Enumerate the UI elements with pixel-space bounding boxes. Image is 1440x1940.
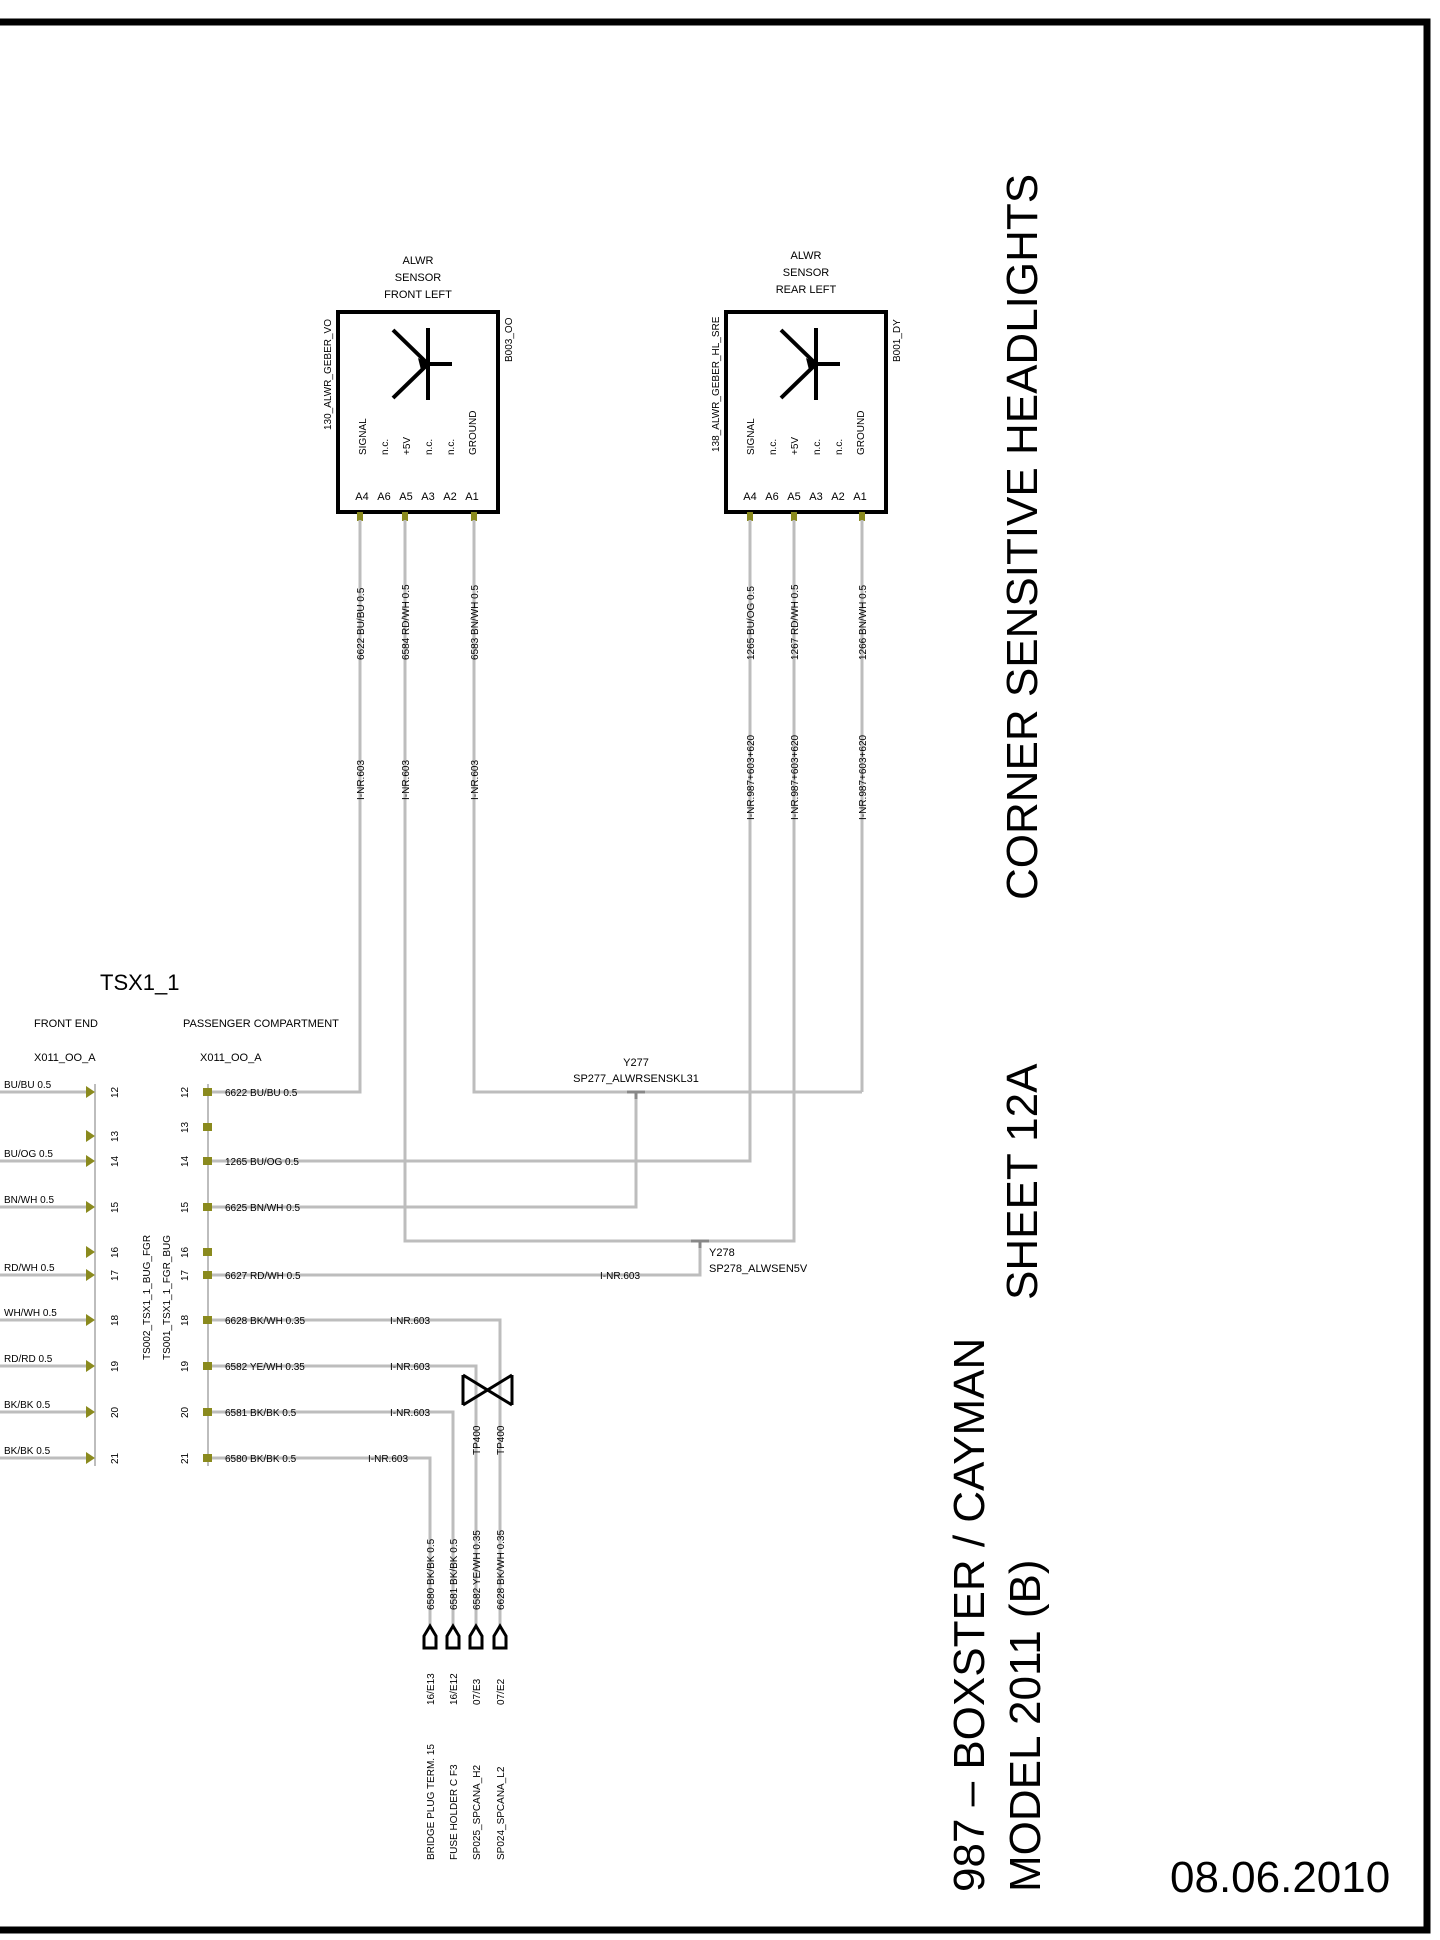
sheet-date: 08.06.2010 [1170, 1853, 1391, 1902]
wire-label: 6584 RD/WH 0.5 [401, 584, 412, 660]
wire-nr: I-NR.603 [390, 1316, 431, 1327]
front-wire-label: RD/WH 0.5 [4, 1263, 55, 1274]
bottom-wire-label: 6628 BK/WH 0.35 [496, 1529, 507, 1610]
wire-label: 6583 BN/WH 0.5 [470, 584, 481, 660]
pin-id: A4 [355, 491, 369, 503]
pin-number: 17 [110, 1269, 121, 1281]
pass-wire-label: 6622 BU/BU 0.5 [225, 1088, 298, 1099]
front-wire-label: WH/WH 0.5 [4, 1308, 57, 1319]
wire-label: 1266 BN/WH 0.5 [858, 584, 869, 660]
front-wire-label: RD/RD 0.5 [4, 1354, 53, 1365]
pin-number: 16 [110, 1246, 121, 1258]
bottom-wire-label: 6581 BK/BK 0.5 [449, 1538, 460, 1610]
dest-ref: 16/E12 [449, 1673, 460, 1705]
pin-number: 14 [180, 1155, 191, 1167]
sensor-title-line: FRONT LEFT [384, 289, 452, 301]
tp-label: TP400 [472, 1425, 483, 1455]
wire-1265 [212, 520, 750, 1161]
ts-right: TS001_TSX1_1_FGR_BUG [162, 1234, 173, 1360]
wire-nr: I-NR.603 [356, 759, 367, 800]
wire-6584 [405, 520, 700, 1241]
dest-ref: 07/E3 [472, 1678, 483, 1705]
sheet-headline: CORNER SENSITIVE HEADLIGHTS [998, 173, 1047, 900]
sheet-border [0, 22, 1427, 1930]
pin-number: 17 [180, 1269, 191, 1281]
wire-6627 [212, 1241, 700, 1275]
dest-name: SP024_SPCANA_L2 [496, 1766, 507, 1860]
wire-6583 [474, 520, 862, 1092]
wire-label: 6622 BU/BU 0.5 [356, 587, 367, 660]
pin-id: A2 [443, 491, 457, 503]
splice-name: SP278_ALWSEN5V [709, 1263, 808, 1275]
pin-number: 19 [180, 1360, 191, 1372]
bottom-destinations [424, 1530, 507, 1860]
pin-name: GROUND [468, 410, 479, 455]
bottom-wire-label: 6582 YE/WH 0.35 [472, 1530, 483, 1610]
pin-id: A4 [743, 491, 757, 503]
pin-number: 13 [180, 1121, 191, 1133]
pass-wire-label: 6580 BK/BK 0.5 [225, 1454, 297, 1465]
pin-number: 21 [180, 1452, 191, 1464]
front-wire-label: BN/WH 0.5 [4, 1195, 55, 1206]
pin-name: +5V [402, 436, 413, 455]
pin-id: A1 [853, 491, 867, 503]
bottom-wire-label: 6580 BK/BK 0.5 [426, 1538, 437, 1610]
pin-number: 19 [110, 1360, 121, 1372]
pin-number: 18 [110, 1314, 121, 1326]
wire-nr: I-NR.603 [390, 1362, 431, 1373]
pin-name: n.c. [834, 438, 845, 455]
pin-name: n.c. [446, 438, 457, 455]
wire-nr: I-NR.987+603+620 [790, 734, 801, 820]
pin-id: A3 [809, 491, 823, 503]
wire-network [0, 520, 862, 1630]
sensor-front-left [323, 255, 515, 521]
passenger-label: PASSENGER COMPARTMENT [183, 1018, 339, 1030]
dest-ref: 16/E13 [426, 1673, 437, 1705]
pin-number: 20 [110, 1406, 121, 1418]
sensor-code-left: 130_ALWR_GEBER_VO [323, 319, 334, 430]
pin-id: A1 [465, 491, 479, 503]
pin-name: n.c. [768, 438, 779, 455]
pass-wire-label: 6625 BN/WH 0.5 [225, 1203, 301, 1214]
pin-number: 15 [110, 1201, 121, 1213]
connector-tsx1-1 [4, 970, 640, 1466]
sensor-title-line: REAR LEFT [775, 284, 837, 296]
wire-nr: I-NR.603 [401, 759, 412, 800]
pass-wire-label: 6628 BK/WH 0.35 [225, 1316, 306, 1327]
sensor-code-right: B001_DY [892, 319, 903, 362]
pin-id: A5 [787, 491, 801, 503]
pass-wire-label: 1265 BU/OG 0.5 [225, 1157, 299, 1168]
sensor-wire-labels [356, 584, 869, 820]
wire-6581 [212, 1412, 453, 1630]
splice-label: Y277 [623, 1057, 649, 1069]
sensor-rear-left [711, 250, 903, 521]
pin-number: 13 [110, 1130, 121, 1142]
sensor-code-left: 138_ALWR_GEBER_HL_SRE [711, 316, 722, 452]
model-line-1: 987 – BOXSTER / CAYMAN [945, 1337, 994, 1892]
connector-arrow-icon [447, 1626, 459, 1648]
sensor-title-line: SENSOR [782, 267, 830, 279]
wire-6625 [212, 1092, 636, 1207]
sheet-number: SHEET 12A [998, 1063, 1047, 1300]
connector-arrow-icon [470, 1626, 482, 1648]
model-line-2: MODEL 2011 (B) [1001, 1559, 1050, 1892]
pin-id: A3 [421, 491, 435, 503]
pin-number: 16 [180, 1246, 191, 1258]
pin-number: 21 [110, 1452, 121, 1464]
ts-left: TS002_TSX1_1_BUG_FGR [142, 1234, 153, 1360]
wire-label: 1265 BU/OG 0.5 [746, 586, 757, 660]
sensor-title-line: SENSOR [394, 272, 442, 284]
pin-number: 14 [110, 1155, 121, 1167]
pin-name: SIGNAL [358, 418, 369, 455]
wire-nr: I-NR.603 [600, 1271, 641, 1282]
sensor-title-line: ALWR [790, 250, 822, 262]
connector-arrow-icon [494, 1626, 506, 1648]
pass-wire-label: 6581 BK/BK 0.5 [225, 1408, 297, 1419]
twisted-pair-icon [463, 1375, 512, 1455]
front-wire-label: BU/OG 0.5 [4, 1149, 53, 1160]
pin-id: A5 [399, 491, 413, 503]
pin-number: 20 [180, 1406, 191, 1418]
dest-ref: 07/E2 [496, 1678, 507, 1705]
pass-wire-label: 6627 RD/WH 0.5 [225, 1271, 301, 1282]
pin-number: 15 [180, 1201, 191, 1213]
wire-6580 [212, 1458, 430, 1630]
front-wire-label: BU/BU 0.5 [4, 1080, 52, 1091]
splice-label: Y278 [709, 1247, 735, 1259]
dest-name: BRIDGE PLUG TERM. 15 [426, 1744, 437, 1860]
pin-id: A2 [831, 491, 845, 503]
wire-nr: I-NR.987+603+620 [746, 734, 757, 820]
pin-name: n.c. [812, 438, 823, 455]
wire-nr: I-NR.603 [368, 1454, 409, 1465]
front-wire-label: BK/BK 0.5 [4, 1400, 51, 1411]
front-end-label: FRONT END [34, 1018, 98, 1030]
pin-name: n.c. [380, 438, 391, 455]
tp-label: TP400 [496, 1425, 507, 1455]
wire-label: 1267 RD/WH 0.5 [790, 584, 801, 660]
wire-nr: I-NR.987+603+620 [858, 734, 869, 820]
wire-nr: I-NR.603 [470, 759, 481, 800]
pin-name: n.c. [424, 438, 435, 455]
pin-number: 12 [110, 1086, 121, 1098]
sensor-title-line: ALWR [402, 255, 434, 267]
splice-name: SP277_ALWRSENSKL31 [573, 1073, 699, 1085]
pin-name: GROUND [856, 410, 867, 455]
pin-name: SIGNAL [746, 418, 757, 455]
pass-code: X011_OO_A [200, 1052, 262, 1064]
connector-arrow-icon [424, 1626, 436, 1648]
dest-name: FUSE HOLDER C F3 [449, 1764, 460, 1860]
pass-wire-label: 6582 YE/WH 0.35 [225, 1362, 305, 1373]
pin-number: 12 [180, 1086, 191, 1098]
pin-name: +5V [790, 436, 801, 455]
dest-name: SP025_SPCANA_H2 [472, 1764, 483, 1860]
wire-nr: I-NR.603 [390, 1408, 431, 1419]
pin-id: A6 [377, 491, 391, 503]
sensor-code-right: B003_OO [504, 317, 515, 362]
wire-6622 [212, 520, 360, 1092]
front-wire-label: BK/BK 0.5 [4, 1446, 51, 1457]
connector-name: TSX1_1 [100, 970, 180, 995]
pin-id: A6 [765, 491, 779, 503]
splice-y278 [691, 1241, 808, 1275]
front-code: X011_OO_A [34, 1052, 96, 1064]
pin-number: 18 [180, 1314, 191, 1326]
